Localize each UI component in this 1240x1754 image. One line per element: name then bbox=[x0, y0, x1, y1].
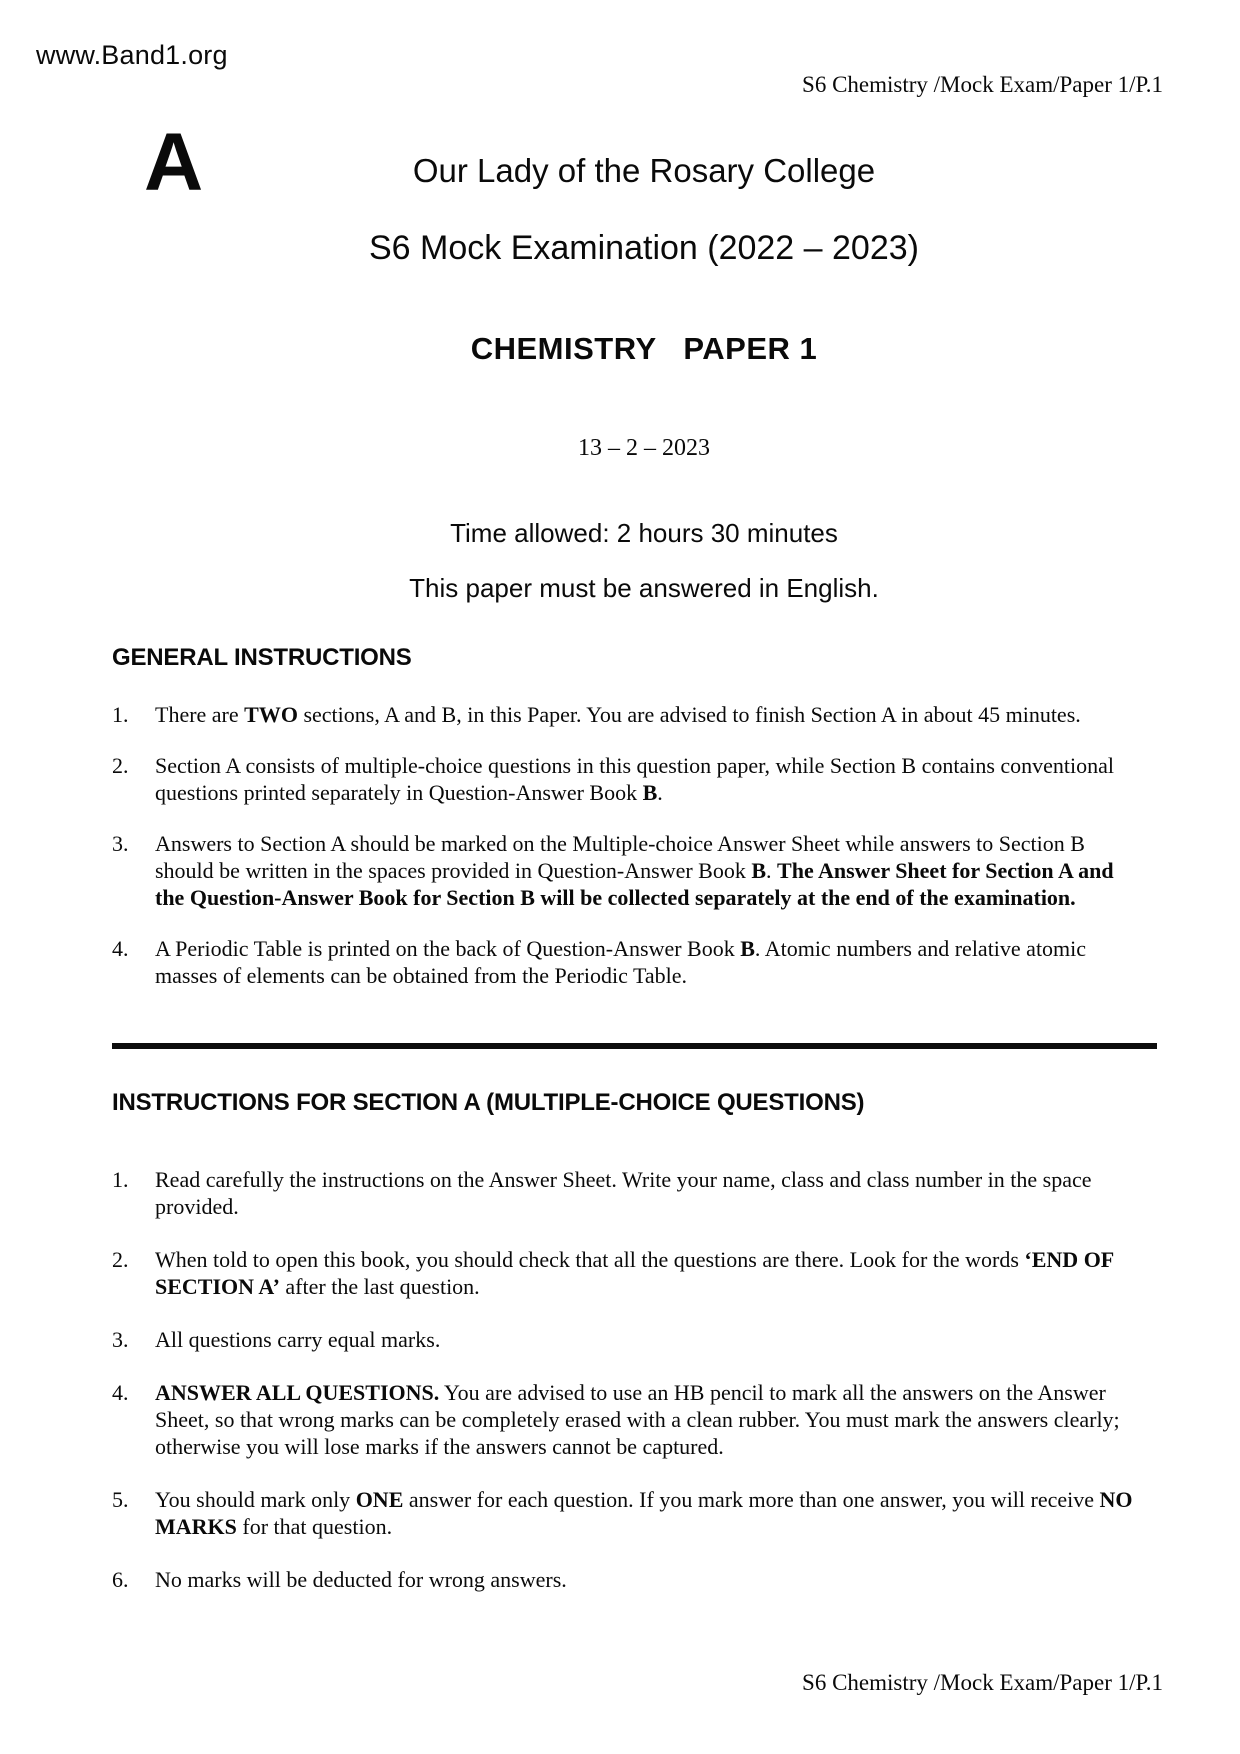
paper-version-marker: A bbox=[144, 117, 204, 208]
page-footer-reference: S6 Chemistry /Mock Exam/Paper 1/P.1 bbox=[802, 1670, 1163, 1695]
instruction-item bbox=[112, 701, 1138, 728]
instruction-item bbox=[112, 752, 1138, 806]
item-text: Read carefully the instructions on the Answer Sheet. Write your name, class and class number in the space provided. bbox=[155, 1167, 1092, 1219]
exam-title: S6 Mock Examination (2022 – 2023) bbox=[369, 229, 919, 267]
instruction-item bbox=[112, 1326, 1138, 1353]
item-number: 2. bbox=[112, 753, 129, 778]
instruction-item bbox=[112, 830, 1138, 911]
time-allowed-note: Time allowed: 2 hours 30 minutes bbox=[450, 518, 838, 548]
item-number: 3. bbox=[112, 831, 129, 856]
item-number: 2. bbox=[112, 1247, 129, 1272]
item-text: When told to open this book, you should check that all the questions are there. Look for the words ‘END OF SECTION A’ after the last question. bbox=[155, 1247, 1114, 1299]
item-number: 6. bbox=[112, 1567, 129, 1592]
subject-paper-title: CHEMISTRY PAPER 1 bbox=[470, 331, 818, 366]
instruction-item bbox=[112, 1379, 1138, 1460]
item-text: A Periodic Table is printed on the back of Question-Answer Book B. Atomic numbers and relative atomic masses of elements can be obtained from the Periodic Table. bbox=[155, 936, 1087, 988]
item-text: ANSWER ALL QUESTIONS. You are advised to use an HB pencil to mark all the answers on the Answer Sheet, so that wrong marks can be completely erased with a clean rubber. You must mark the answers clearly; otherwise you will lose marks if the answers cannot be captured. bbox=[155, 1380, 1120, 1459]
instruction-item bbox=[112, 1246, 1138, 1300]
school-name: Our Lady of the Rosary College bbox=[412, 152, 876, 189]
item-number: 4. bbox=[112, 936, 129, 961]
item-text: There are TWO sections, A and B, in this Paper. You are advised to finish Section A in about 45 minutes. bbox=[155, 702, 1081, 727]
section-a-instructions-heading: INSTRUCTIONS FOR SECTION A (MULTIPLE-CHOICE QUESTIONS) bbox=[112, 1089, 865, 1116]
item-text: You should mark only ONE answer for each question. If you mark more than one answer, you will receive NO MARKS for that question. bbox=[155, 1487, 1133, 1539]
item-text: Section A consists of multiple-choice questions in this question paper, while Section B contains conventional questions printed separately in Question-Answer Book B. bbox=[155, 753, 1115, 805]
item-text: No marks will be deducted for wrong answers. bbox=[155, 1567, 567, 1592]
instruction-item bbox=[112, 1486, 1138, 1540]
watermark-text: www.Band1.org bbox=[36, 40, 228, 70]
item-number: 1. bbox=[112, 1167, 129, 1192]
instruction-item bbox=[112, 935, 1138, 989]
general-instructions-heading: GENERAL INSTRUCTIONS bbox=[112, 644, 412, 671]
item-text: All questions carry equal marks. bbox=[155, 1327, 441, 1352]
page-header-reference: S6 Chemistry /Mock Exam/Paper 1/P.1 bbox=[802, 72, 1163, 97]
item-number: 4. bbox=[112, 1380, 129, 1405]
general-instructions-list bbox=[112, 701, 1138, 1013]
item-number: 5. bbox=[112, 1487, 129, 1512]
section-divider bbox=[112, 1043, 1157, 1049]
exam-date: 13 – 2 – 2023 bbox=[578, 435, 710, 461]
item-text: Answers to Section A should be marked on the Multiple-choice Answer Sheet while answers to Section B should be written in the spaces provided in Question-Answer Book B. The Answer Sheet for Section A and the Question-Answer Book for Section B will be collected separately at the end of the examination. bbox=[155, 831, 1114, 910]
instruction-item bbox=[112, 1166, 1138, 1220]
instruction-item bbox=[112, 1566, 1138, 1593]
language-note: This paper must be answered in English. bbox=[409, 573, 879, 603]
item-number: 3. bbox=[112, 1327, 129, 1352]
section-a-instructions-list bbox=[112, 1166, 1138, 1619]
item-number: 1. bbox=[112, 702, 129, 727]
